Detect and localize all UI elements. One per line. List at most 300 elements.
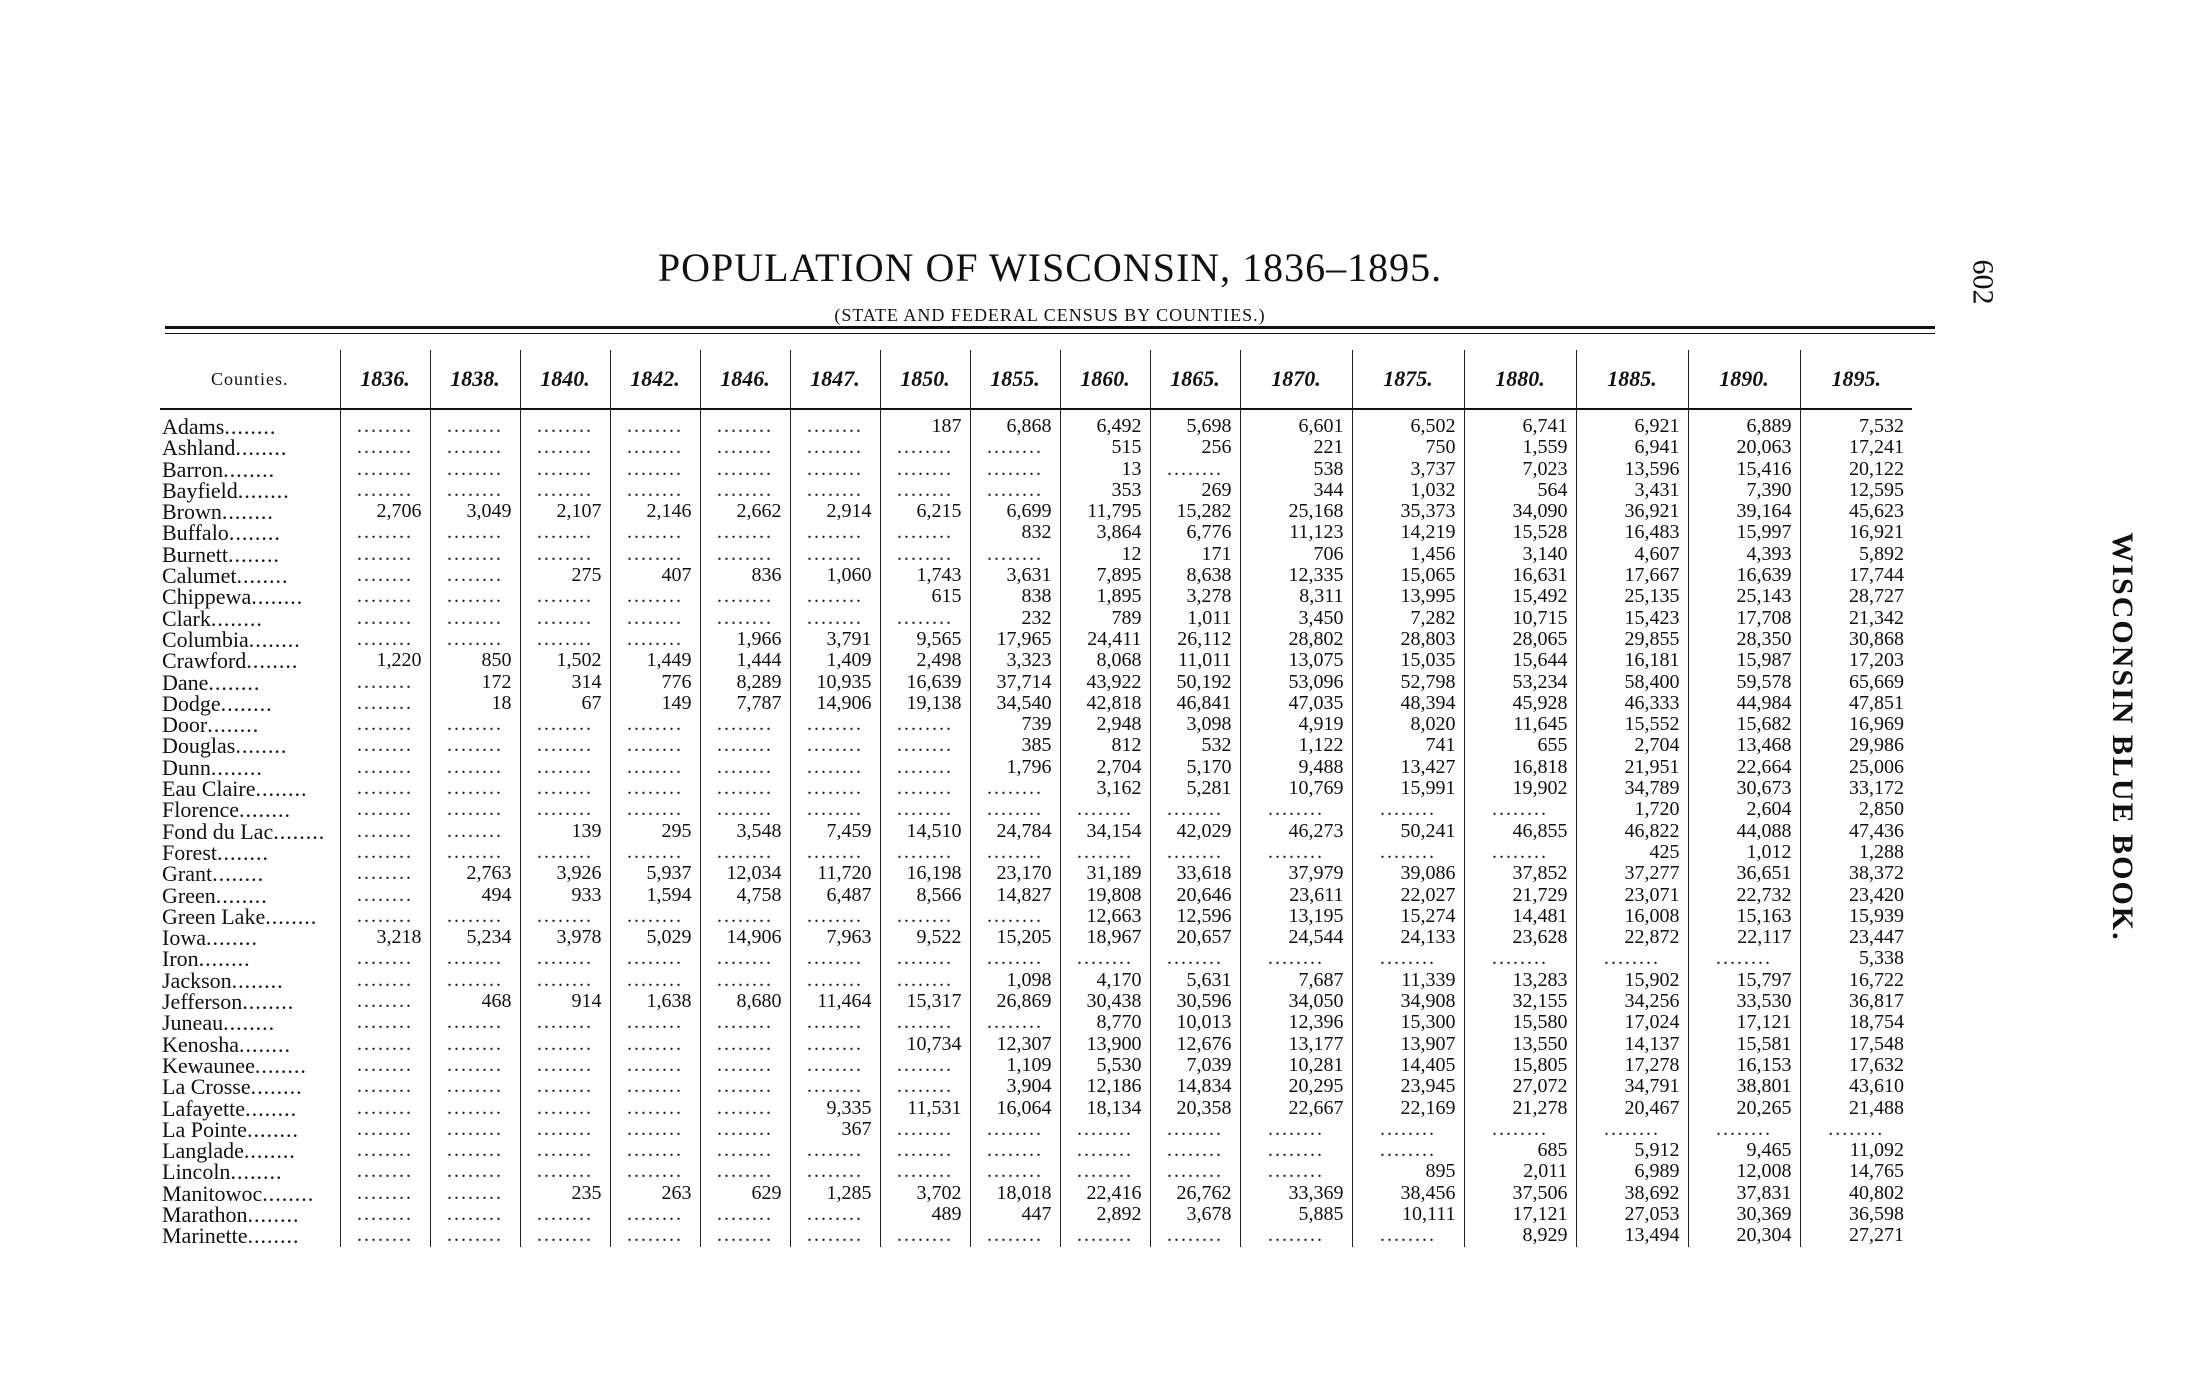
population-cell: 447 xyxy=(970,1204,1060,1225)
empty-cell-dots: ........ xyxy=(1240,1225,1352,1246)
table-row xyxy=(160,650,1912,671)
empty-cell-dots: ........ xyxy=(340,714,430,735)
population-cell: 221 xyxy=(1240,437,1352,458)
population-cell: 9,565 xyxy=(880,629,970,650)
population-cell: 11,464 xyxy=(790,991,880,1012)
empty-cell-dots: ........ xyxy=(340,991,430,1012)
table-row xyxy=(160,409,1912,437)
empty-cell-dots: ........ xyxy=(790,714,880,735)
population-cell: 275 xyxy=(520,565,610,586)
table-row xyxy=(160,693,1912,714)
population-cell: 17,965 xyxy=(970,629,1060,650)
empty-cell-dots: ........ xyxy=(340,544,430,565)
table-row xyxy=(160,544,1912,565)
population-cell: 3,162 xyxy=(1060,778,1150,799)
population-cell: 1,288 xyxy=(1800,842,1912,863)
county-name: Dunn ........ xyxy=(160,757,340,778)
population-cell: 15,805 xyxy=(1464,1055,1576,1076)
population-cell: 16,722 xyxy=(1800,970,1912,991)
empty-cell-dots: ........ xyxy=(610,799,700,820)
empty-cell-dots: ........ xyxy=(970,842,1060,863)
population-cell: 12,595 xyxy=(1800,480,1912,501)
population-cell: 1,012 xyxy=(1688,842,1800,863)
table-row xyxy=(160,1098,1912,1119)
population-cell: 12,335 xyxy=(1240,565,1352,586)
population-cell: 3,431 xyxy=(1576,480,1688,501)
page-subtitle: (STATE AND FEDERAL CENSUS BY COUNTIES.) xyxy=(834,305,1266,325)
empty-cell-dots: ........ xyxy=(340,693,430,714)
population-cell: 11,645 xyxy=(1464,714,1576,735)
population-cell: 5,631 xyxy=(1150,970,1240,991)
population-cell: 1,720 xyxy=(1576,799,1688,820)
population-cell: 3,904 xyxy=(970,1076,1060,1097)
population-cell: 19,138 xyxy=(880,693,970,714)
empty-cell-dots: ........ xyxy=(880,1076,970,1097)
county-name: Dodge ........ xyxy=(160,693,340,714)
population-cell: 3,737 xyxy=(1352,459,1464,480)
population-cell: 1,456 xyxy=(1352,544,1464,565)
population-cell: 20,304 xyxy=(1688,1225,1800,1246)
year-column-header: 1895. xyxy=(1800,350,1912,409)
population-cell: 14,510 xyxy=(880,821,970,842)
empty-cell-dots: ........ xyxy=(610,480,700,501)
population-cell: 3,140 xyxy=(1464,544,1576,565)
empty-cell-dots: ........ xyxy=(520,1034,610,1055)
county-name: Green Lake ........ xyxy=(160,906,340,927)
empty-cell-dots: ........ xyxy=(970,1119,1060,1140)
empty-cell-dots: ........ xyxy=(340,778,430,799)
empty-cell-dots: ........ xyxy=(610,437,700,458)
population-cell: 10,769 xyxy=(1240,778,1352,799)
population-cell: 25,143 xyxy=(1688,586,1800,607)
population-cell: 47,436 xyxy=(1800,821,1912,842)
empty-cell-dots: ........ xyxy=(520,1119,610,1140)
county-name: Jackson ........ xyxy=(160,970,340,991)
population-cell: 29,986 xyxy=(1800,735,1912,756)
population-cell: 12,186 xyxy=(1060,1076,1150,1097)
population-cell: 65,669 xyxy=(1800,672,1912,693)
population-cell: 15,644 xyxy=(1464,650,1576,671)
population-cell: 7,532 xyxy=(1800,409,1912,437)
population-cell: 15,987 xyxy=(1688,650,1800,671)
empty-cell-dots: ........ xyxy=(610,459,700,480)
population-cell: 15,416 xyxy=(1688,459,1800,480)
empty-cell-dots: ........ xyxy=(880,459,970,480)
empty-cell-dots: ........ xyxy=(520,1204,610,1225)
population-cell: 15,492 xyxy=(1464,586,1576,607)
table-row xyxy=(160,480,1912,501)
empty-cell-dots: ........ xyxy=(430,757,520,778)
empty-cell-dots: ........ xyxy=(700,1225,790,1246)
population-cell: 44,984 xyxy=(1688,693,1800,714)
population-cell: 3,098 xyxy=(1150,714,1240,735)
table-row xyxy=(160,459,1912,480)
population-cell: 2,662 xyxy=(700,501,790,522)
population-cell: 3,864 xyxy=(1060,522,1150,543)
table-row xyxy=(160,842,1912,863)
table-header-row xyxy=(160,350,1912,409)
population-cell: 43,922 xyxy=(1060,672,1150,693)
empty-cell-dots: ........ xyxy=(340,409,430,437)
population-cell: 47,851 xyxy=(1800,693,1912,714)
empty-cell-dots: ........ xyxy=(790,799,880,820)
population-cell: 3,791 xyxy=(790,629,880,650)
year-column-header: 1870. xyxy=(1240,350,1352,409)
population-cell: 30,596 xyxy=(1150,991,1240,1012)
population-cell: 42,029 xyxy=(1150,821,1240,842)
county-column-header: Counties. xyxy=(160,350,340,409)
population-cell: 29,855 xyxy=(1576,629,1688,650)
population-cell: 24,784 xyxy=(970,821,1060,842)
population-table xyxy=(160,350,1912,1247)
population-cell: 46,333 xyxy=(1576,693,1688,714)
header-rule-thin xyxy=(165,333,1935,334)
county-name: Dane ........ xyxy=(160,672,340,693)
empty-cell-dots: ........ xyxy=(430,906,520,927)
population-cell: 22,664 xyxy=(1688,757,1800,778)
population-cell: 15,065 xyxy=(1352,565,1464,586)
table-row xyxy=(160,1161,1912,1182)
county-name: Ashland ........ xyxy=(160,437,340,458)
population-cell: 50,192 xyxy=(1150,672,1240,693)
population-cell: 18,134 xyxy=(1060,1098,1150,1119)
population-cell: 3,702 xyxy=(880,1183,970,1204)
empty-cell-dots: ........ xyxy=(1060,1225,1150,1246)
population-cell: 5,912 xyxy=(1576,1140,1688,1161)
table-row xyxy=(160,906,1912,927)
empty-cell-dots: ........ xyxy=(340,906,430,927)
population-cell: 8,068 xyxy=(1060,650,1150,671)
population-cell: 30,868 xyxy=(1800,629,1912,650)
empty-cell-dots: ........ xyxy=(430,480,520,501)
population-cell: 6,215 xyxy=(880,501,970,522)
population-cell: 20,063 xyxy=(1688,437,1800,458)
empty-cell-dots: ........ xyxy=(1060,1161,1150,1182)
population-cell: 46,273 xyxy=(1240,821,1352,842)
county-name: Kenosha ........ xyxy=(160,1034,340,1055)
population-cell: 629 xyxy=(700,1183,790,1204)
empty-cell-dots: ........ xyxy=(430,1119,520,1140)
population-cell: 23,611 xyxy=(1240,885,1352,906)
county-name: Lincoln ........ xyxy=(160,1161,340,1182)
empty-cell-dots: ........ xyxy=(1150,1225,1240,1246)
empty-cell-dots: ........ xyxy=(520,629,610,650)
population-cell: 385 xyxy=(970,735,1060,756)
empty-cell-dots: ........ xyxy=(340,522,430,543)
table-row xyxy=(160,1055,1912,1076)
population-cell: 37,831 xyxy=(1688,1183,1800,1204)
population-cell: 15,939 xyxy=(1800,906,1912,927)
table-row xyxy=(160,629,1912,650)
empty-cell-dots: ........ xyxy=(610,757,700,778)
empty-cell-dots: ........ xyxy=(340,948,430,969)
county-name: La Pointe ........ xyxy=(160,1119,340,1140)
population-cell: 12,663 xyxy=(1060,906,1150,927)
population-cell: 4,393 xyxy=(1688,544,1800,565)
population-cell: 20,657 xyxy=(1150,927,1240,948)
population-cell: 23,170 xyxy=(970,863,1060,884)
population-cell: 3,678 xyxy=(1150,1204,1240,1225)
county-name: Barron ........ xyxy=(160,459,340,480)
population-cell: 425 xyxy=(1576,842,1688,863)
county-name: Douglas ........ xyxy=(160,735,340,756)
population-cell: 12,034 xyxy=(700,863,790,884)
county-name: Forest ........ xyxy=(160,842,340,863)
county-name: Crawford ........ xyxy=(160,650,340,671)
population-cell: 14,219 xyxy=(1352,522,1464,543)
empty-cell-dots: ........ xyxy=(430,948,520,969)
empty-cell-dots: ........ xyxy=(430,544,520,565)
population-cell: 21,729 xyxy=(1464,885,1576,906)
empty-cell-dots: ........ xyxy=(790,906,880,927)
population-cell: 187 xyxy=(880,409,970,437)
population-cell: 8,566 xyxy=(880,885,970,906)
empty-cell-dots: ........ xyxy=(1150,948,1240,969)
population-cell: 8,680 xyxy=(700,991,790,1012)
population-cell: 17,744 xyxy=(1800,565,1912,586)
empty-cell-dots: ........ xyxy=(700,1055,790,1076)
running-header: WISCONSIN BLUE BOOK. xyxy=(2106,532,2139,942)
population-cell: 12,596 xyxy=(1150,906,1240,927)
empty-cell-dots: ........ xyxy=(790,437,880,458)
county-name: Kewaunee ........ xyxy=(160,1055,340,1076)
empty-cell-dots: ........ xyxy=(520,906,610,927)
population-cell: 34,090 xyxy=(1464,501,1576,522)
empty-cell-dots: ........ xyxy=(520,757,610,778)
empty-cell-dots: ........ xyxy=(970,437,1060,458)
population-cell: 344 xyxy=(1240,480,1352,501)
population-cell: 25,135 xyxy=(1576,586,1688,607)
empty-cell-dots: ........ xyxy=(430,437,520,458)
population-cell: 6,699 xyxy=(970,501,1060,522)
empty-cell-dots: ........ xyxy=(520,1161,610,1182)
population-cell: 3,631 xyxy=(970,565,1060,586)
year-column-header: 1850. xyxy=(880,350,970,409)
empty-cell-dots: ........ xyxy=(340,1225,430,1246)
empty-cell-dots: ........ xyxy=(700,480,790,501)
empty-cell-dots: ........ xyxy=(610,735,700,756)
population-cell: 1,796 xyxy=(970,757,1060,778)
empty-cell-dots: ........ xyxy=(430,970,520,991)
population-cell: 8,311 xyxy=(1240,586,1352,607)
county-name: Chippewa ........ xyxy=(160,586,340,607)
population-cell: 44,088 xyxy=(1688,821,1800,842)
empty-cell-dots: ........ xyxy=(610,1034,700,1055)
population-cell: 139 xyxy=(520,821,610,842)
year-column-header: 1847. xyxy=(790,350,880,409)
population-cell: 13,177 xyxy=(1240,1034,1352,1055)
population-cell: 16,153 xyxy=(1688,1055,1800,1076)
empty-cell-dots: ........ xyxy=(610,1204,700,1225)
empty-cell-dots: ........ xyxy=(610,1119,700,1140)
empty-cell-dots: ........ xyxy=(610,948,700,969)
empty-cell-dots: ........ xyxy=(970,948,1060,969)
county-name: Columbia ........ xyxy=(160,629,340,650)
empty-cell-dots: ........ xyxy=(970,799,1060,820)
population-cell: 37,277 xyxy=(1576,863,1688,884)
population-cell: 52,798 xyxy=(1352,672,1464,693)
population-cell: 5,029 xyxy=(610,927,700,948)
population-cell: 26,762 xyxy=(1150,1183,1240,1204)
table-row xyxy=(160,1225,1912,1246)
population-cell: 6,487 xyxy=(790,885,880,906)
empty-cell-dots: ........ xyxy=(610,522,700,543)
empty-cell-dots: ........ xyxy=(790,608,880,629)
county-name: Marinette ........ xyxy=(160,1225,340,1246)
empty-cell-dots: ........ xyxy=(610,1161,700,1182)
population-cell: 1,895 xyxy=(1060,586,1150,607)
empty-cell-dots: ........ xyxy=(520,522,610,543)
population-cell: 1,449 xyxy=(610,650,700,671)
year-column-header: 1855. xyxy=(970,350,1060,409)
year-column-header: 1880. xyxy=(1464,350,1576,409)
population-cell: 16,639 xyxy=(1688,565,1800,586)
population-cell: 39,164 xyxy=(1688,501,1800,522)
population-cell: 895 xyxy=(1352,1161,1464,1182)
population-cell: 46,855 xyxy=(1464,821,1576,842)
empty-cell-dots: ........ xyxy=(1240,948,1352,969)
empty-cell-dots: ........ xyxy=(430,459,520,480)
population-cell: 5,170 xyxy=(1150,757,1240,778)
empty-cell-dots: ........ xyxy=(790,757,880,778)
empty-cell-dots: ........ xyxy=(610,586,700,607)
population-cell: 9,522 xyxy=(880,927,970,948)
table-row xyxy=(160,778,1912,799)
empty-cell-dots: ........ xyxy=(700,522,790,543)
empty-cell-dots: ........ xyxy=(790,1076,880,1097)
empty-cell-dots: ........ xyxy=(340,1098,430,1119)
empty-cell-dots: ........ xyxy=(610,906,700,927)
population-cell: 11,531 xyxy=(880,1098,970,1119)
population-cell: 27,271 xyxy=(1800,1225,1912,1246)
empty-cell-dots: ........ xyxy=(700,799,790,820)
population-cell: 11,720 xyxy=(790,863,880,884)
population-cell: 13,283 xyxy=(1464,970,1576,991)
empty-cell-dots: ........ xyxy=(1576,1119,1688,1140)
empty-cell-dots: ........ xyxy=(700,459,790,480)
population-cell: 2,704 xyxy=(1576,735,1688,756)
empty-cell-dots: ........ xyxy=(520,1140,610,1161)
population-cell: 13 xyxy=(1060,459,1150,480)
empty-cell-dots: ........ xyxy=(1150,1119,1240,1140)
population-cell: 45,928 xyxy=(1464,693,1576,714)
population-cell: 6,492 xyxy=(1060,409,1150,437)
population-cell: 18,754 xyxy=(1800,1012,1912,1033)
empty-cell-dots: ........ xyxy=(520,1098,610,1119)
population-cell: 1,285 xyxy=(790,1183,880,1204)
population-cell: 15,797 xyxy=(1688,970,1800,991)
county-name: Clark ........ xyxy=(160,608,340,629)
empty-cell-dots: ........ xyxy=(610,629,700,650)
population-cell: 16,008 xyxy=(1576,906,1688,927)
empty-cell-dots: ........ xyxy=(700,778,790,799)
population-cell: 21,342 xyxy=(1800,608,1912,629)
empty-cell-dots: ........ xyxy=(340,1204,430,1225)
population-cell: 17,632 xyxy=(1800,1055,1912,1076)
table-row xyxy=(160,863,1912,884)
county-name: Grant ........ xyxy=(160,863,340,884)
population-cell: 13,995 xyxy=(1352,586,1464,607)
empty-cell-dots: ........ xyxy=(700,948,790,969)
empty-cell-dots: ........ xyxy=(790,459,880,480)
population-cell: 353 xyxy=(1060,480,1150,501)
population-cell: 16,181 xyxy=(1576,650,1688,671)
year-column-header: 1890. xyxy=(1688,350,1800,409)
empty-cell-dots: ........ xyxy=(520,437,610,458)
table-row xyxy=(160,1183,1912,1204)
population-cell: 28,350 xyxy=(1688,629,1800,650)
empty-cell-dots: ........ xyxy=(340,1012,430,1033)
population-cell: 314 xyxy=(520,672,610,693)
population-cell: 33,369 xyxy=(1240,1183,1352,1204)
year-column-header: 1842. xyxy=(610,350,700,409)
empty-cell-dots: ........ xyxy=(340,842,430,863)
population-cell: 7,390 xyxy=(1688,480,1800,501)
population-cell: 23,945 xyxy=(1352,1076,1464,1097)
empty-cell-dots: ........ xyxy=(1060,1119,1150,1140)
population-cell: 6,776 xyxy=(1150,522,1240,543)
county-name: Green ........ xyxy=(160,885,340,906)
empty-cell-dots: ........ xyxy=(880,970,970,991)
empty-cell-dots: ........ xyxy=(340,863,430,884)
table-row xyxy=(160,1076,1912,1097)
population-cell: 3,978 xyxy=(520,927,610,948)
population-cell: 19,902 xyxy=(1464,778,1576,799)
population-cell: 39,086 xyxy=(1352,863,1464,884)
population-cell: 838 xyxy=(970,586,1060,607)
population-cell: 933 xyxy=(520,885,610,906)
empty-cell-dots: ........ xyxy=(340,629,430,650)
population-cell: 38,456 xyxy=(1352,1183,1464,1204)
empty-cell-dots: ........ xyxy=(340,672,430,693)
population-cell: 2,850 xyxy=(1800,799,1912,820)
population-cell: 13,900 xyxy=(1060,1034,1150,1055)
population-cell: 13,550 xyxy=(1464,1034,1576,1055)
empty-cell-dots: ........ xyxy=(880,480,970,501)
empty-cell-dots: ........ xyxy=(790,842,880,863)
population-cell: 1,011 xyxy=(1150,608,1240,629)
population-cell: 3,450 xyxy=(1240,608,1352,629)
empty-cell-dots: ........ xyxy=(520,970,610,991)
empty-cell-dots: ........ xyxy=(970,480,1060,501)
population-cell: 26,112 xyxy=(1150,629,1240,650)
population-cell: 8,929 xyxy=(1464,1225,1576,1246)
empty-cell-dots: ........ xyxy=(610,1225,700,1246)
population-cell: 10,013 xyxy=(1150,1012,1240,1033)
population-cell: 2,107 xyxy=(520,501,610,522)
population-cell: 11,011 xyxy=(1150,650,1240,671)
population-cell: 15,528 xyxy=(1464,522,1576,543)
empty-cell-dots: ........ xyxy=(340,799,430,820)
empty-cell-dots: ........ xyxy=(700,437,790,458)
empty-cell-dots: ........ xyxy=(700,970,790,991)
population-cell: 34,540 xyxy=(970,693,1060,714)
empty-cell-dots: ........ xyxy=(880,906,970,927)
population-cell: 812 xyxy=(1060,735,1150,756)
population-cell: 5,937 xyxy=(610,863,700,884)
population-cell: 2,892 xyxy=(1060,1204,1150,1225)
population-cell: 34,789 xyxy=(1576,778,1688,799)
empty-cell-dots: ........ xyxy=(1150,799,1240,820)
population-cell: 12,676 xyxy=(1150,1034,1240,1055)
county-name: Calumet ........ xyxy=(160,565,340,586)
population-cell: 22,416 xyxy=(1060,1183,1150,1204)
empty-cell-dots: ........ xyxy=(430,1076,520,1097)
population-cell: 6,601 xyxy=(1240,409,1352,437)
empty-cell-dots: ........ xyxy=(970,544,1060,565)
empty-cell-dots: ........ xyxy=(1150,1161,1240,1182)
empty-cell-dots: ........ xyxy=(430,1225,520,1246)
